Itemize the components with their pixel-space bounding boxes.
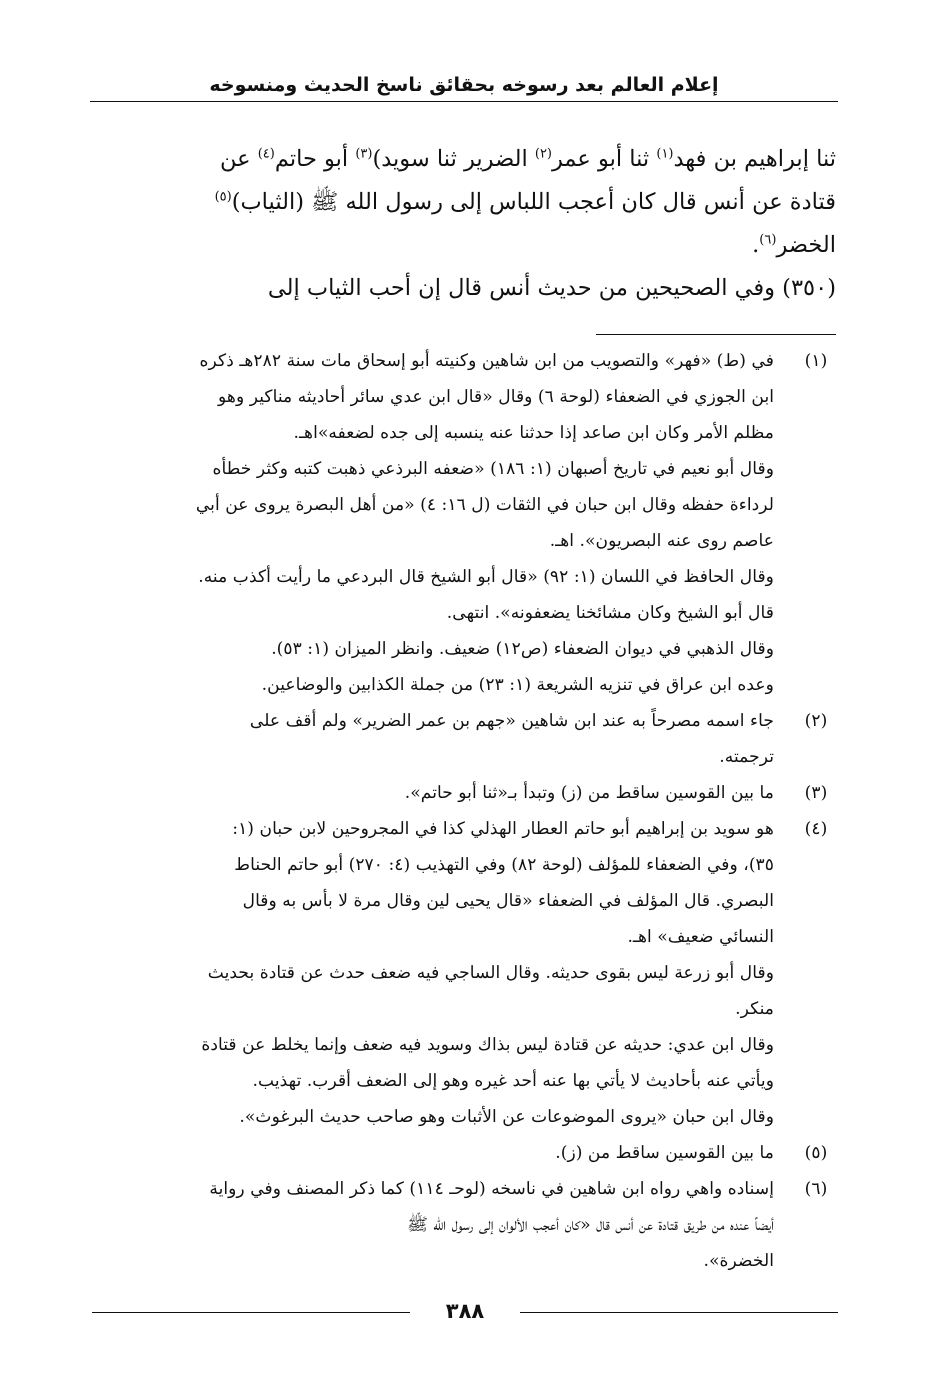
footnote-line (92, 1207, 836, 1243)
footnote-marker: (٥) (214, 189, 232, 205)
footnote-line (92, 523, 836, 559)
footnote-text: وقال الحافظ في اللسان (١: ٩٢) «قال أبو الشيخ قال البردعي ما رأيت أكذب منه. (198, 567, 774, 587)
footnote-number: (٦) (804, 1179, 828, 1199)
footnote-line (92, 667, 836, 703)
footnote-marker: (٢) (534, 146, 552, 162)
text-run: قتادة عن أنس قال كان أعجب اللباس إلى رسول الله ﷺ (الثياب) (231, 189, 836, 215)
footnote-line (92, 1243, 836, 1279)
main-line (92, 267, 836, 310)
footnotes (92, 343, 836, 1279)
footnote-marker: (٦) (759, 232, 777, 248)
text-run: ثنا أبو عمر (552, 146, 657, 172)
footnote-text: وقال ابن عدي: حديثه عن قتادة ليس بذاك وسويد فيه ضعف وإنما يخلط عن قتادة (201, 1035, 774, 1055)
footnote-number: (١) (804, 351, 828, 371)
footnote-line (92, 559, 836, 595)
footnote-text: في (ط) «فهر» والتصويب من ابن شاهين وكنيته أبو إسحاق مات سنة ٢٨٢هـ ذكره (199, 351, 774, 371)
header-rule (90, 101, 838, 102)
text-run: الخضر (776, 232, 836, 258)
footnote-line (92, 703, 836, 739)
running-header: إعلام العالم بعد رسوخه بحقائق ناسخ الحديث ومنسوخه (209, 74, 719, 96)
footnote-text: مظلم الأمر وكان ابن صاعد إذا حدثنا عنه ينسبه إلى جده لضعفه»اهـ. (293, 423, 774, 443)
text-run: عن (220, 146, 258, 172)
footnote-line (92, 811, 836, 847)
footnote-line (92, 919, 836, 955)
footnote-text: ترجمته. (719, 747, 774, 767)
footnote-line (92, 1099, 836, 1135)
footer-rule-right (520, 1312, 838, 1313)
footnote-text: وقال ابن حبان «يروى الموضوعات عن الأثبات وهو صاحب حديث البرغوث». (239, 1107, 774, 1127)
footnote-text: النسائي ضعيف» اهـ. (627, 927, 774, 947)
footnote-text: وعده ابن عراق في تنزيه الشريعة (١: ٢٣) من جملة الكذابين والوضاعين. (261, 675, 774, 695)
footnote-line (92, 415, 836, 451)
footnote-separator (596, 334, 836, 335)
main-line (92, 224, 836, 267)
footnote-line (92, 883, 836, 919)
footnote-line (92, 739, 836, 775)
footnote-text: ٣٥)، وفي الضعفاء للمؤلف (لوحة ٨٢) وفي التهذيب (٤: ٢٧٠) أبو حاتم الحناط (234, 855, 774, 875)
text-run: . (752, 232, 760, 258)
footnote-number: (٥) (804, 1143, 828, 1163)
footnote-number: (٣) (804, 783, 828, 803)
footnote-line (92, 631, 836, 667)
page-number: ٣٨٨ (445, 1299, 485, 1323)
footnote-marker: (١) (656, 146, 674, 162)
main-line (92, 138, 836, 181)
footnote-marker: (٣) (355, 146, 373, 162)
text-run: الضرير ثنا سويد) (372, 146, 535, 172)
footnote-text: وقال الذهبي في ديوان الضعفاء (ص١٢) ضعيف. وانظر الميزان (١: ٥٣). (271, 639, 774, 659)
footnote-line (92, 343, 836, 379)
footnote-line (92, 991, 836, 1027)
footnote-line (92, 1171, 836, 1207)
footer-rule-left (92, 1312, 410, 1313)
footnote-number: (٢) (804, 711, 828, 731)
footnote-line (92, 595, 836, 631)
footnote-text: وقال أبو زرعة ليس بقوى حديثه. وقال الساجي فيه ضعف حدث عن قتادة بحديث (207, 963, 774, 983)
footnote-text: هو سويد بن إبراهيم أبو حاتم العطار الهذلي كذا في المجروحين لابن حبان (١: (232, 819, 774, 839)
footnote-text: قال أبو الشيخ وكان مشائخنا يضعفونه». انتهى. (446, 603, 774, 623)
main-text (92, 138, 836, 310)
footnote-text: ويأتي عنه بأحاديث لا يأتي بها عنه أحد غيره وهو إلى الضعف أقرب. تهذيب. (252, 1071, 774, 1091)
footnote-line (92, 451, 836, 487)
footnote-text: وقال أبو نعيم في تاريخ أصبهان (١: ١٨٦) «ضعفه البرذعي ذهبت كتبه وكثر خطأه (212, 459, 774, 479)
text-run: (٣٥٠) وفي الصحيحين من حديث أنس قال إن أحب الثياب إلى (267, 275, 836, 301)
footnote-line (92, 775, 836, 811)
footnote-text: ما بين القوسين ساقط من (ز) وتبدأ بـ«ثنا أبو حاتم». (404, 783, 774, 803)
footnote-text: ابن الجوزي في الضعفاء (لوحة ٦) وقال «قال ابن عدي سائر أحاديثه مناكير وهو (218, 387, 774, 407)
footnote-line (92, 955, 836, 991)
footnote-text: ما بين القوسين ساقط من (ز). (555, 1143, 774, 1163)
footnote-text: أيضاً عنده من طريق قتادة عن أنس قال «كان أعجب الألوان إلى رسول الله ﷺ (407, 1215, 774, 1235)
footnote-text: عاصم روى عنه البصريون». اهـ. (549, 531, 774, 551)
main-line (92, 181, 836, 224)
footnote-text: البصري. قال المؤلف في الضعفاء «قال يحيى لين وقال مرة لا بأس به وقال (242, 891, 774, 911)
footnote-text: لرداءة حفظه وقال ابن حبان في الثقات (ل ١٦: ٤) «من أهل البصرة يروى عن أبي (195, 495, 774, 515)
footnote-line (92, 1135, 836, 1171)
footnote-marker: (٤) (257, 146, 275, 162)
text-run: أبو حاتم (274, 146, 356, 172)
footnote-text: منكر. (735, 999, 774, 1019)
footnote-number: (٤) (804, 819, 828, 839)
footnote-line (92, 379, 836, 415)
footnote-line (92, 847, 836, 883)
footnote-line (92, 487, 836, 523)
footnote-line (92, 1063, 836, 1099)
footnote-text: إسناده واهي رواه ابن شاهين في ناسخه (لوحـ ١١٤) كما ذكر المصنف وفي رواية (209, 1179, 774, 1199)
footnote-text: الخضرة». (703, 1251, 774, 1271)
footnote-line (92, 1027, 836, 1063)
text-run: ثنا إبراهيم بن فهد (673, 146, 836, 172)
footnote-text: جاء اسمه مصرحاً به عند ابن شاهين «جهم بن عمر الضرير» ولم أقف على (249, 711, 774, 731)
